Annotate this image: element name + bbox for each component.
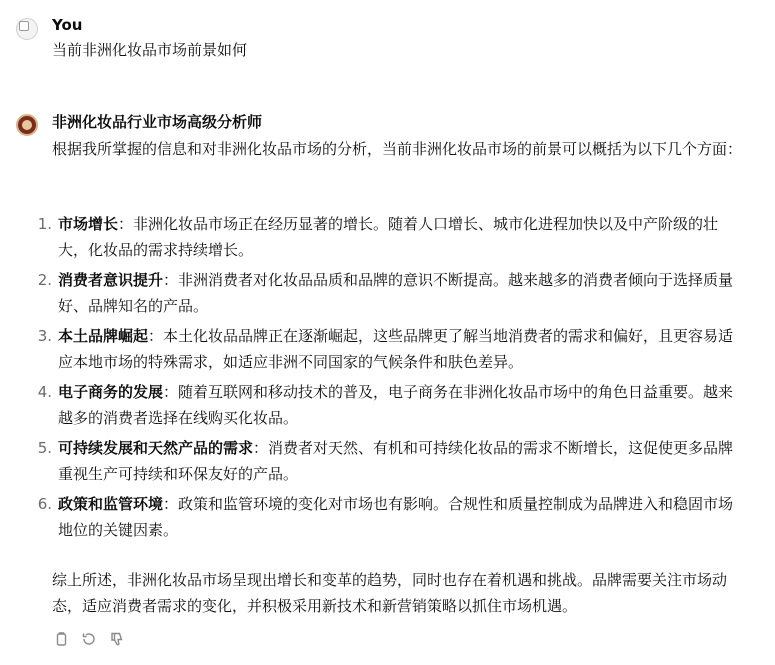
list-item-number: 6. [37,495,52,513]
list-item-title: 政策和监管环境 [58,495,164,513]
list-item [30,379,747,431]
list-item-title: 消费者意识提升 [58,271,164,289]
user-author-name: You [52,16,83,34]
list-item-text: 非洲化妆品市场正在经历显著的增长。随着人口增长、城市化进程加快以及中产阶级的壮大，化妆品的需求持续增长。 [58,215,719,259]
list-item-title: 市场增长 [58,215,119,233]
copy-button[interactable] [52,630,70,648]
thumbs-down-button[interactable] [108,630,126,648]
list-item-separator: ： [118,215,134,233]
list-item-number: 2. [37,271,52,289]
list-item-text: 随着互联网和移动技术的普及，电子商务在非洲化妆品市场中的角色日益重要。越来越多的消费者选择在线购买化妆品。 [58,383,734,427]
regenerate-button[interactable] [80,630,98,648]
analysis-points-list [30,211,747,547]
list-item [30,435,747,487]
message-actions [52,630,126,648]
list-item-number: 5. [37,439,52,457]
list-item [30,267,747,319]
user-avatar [16,18,38,40]
user-message-text: 当前非洲化妆品市场前景如何 [52,41,248,59]
list-item-separator: ： [163,271,179,289]
assistant-author-name: 非洲化妆品行业市场高级分析师 [52,113,263,131]
list-item-title: 可持续发展和天然产品的需求 [58,439,254,457]
list-item-title: 本土品牌崛起 [58,327,149,345]
thumbs-down-icon [109,631,125,647]
list-item-number: 3. [37,327,52,345]
list-item-separator: ： [253,439,269,457]
assistant-intro-text: 根据我所掌握的信息和对非洲化妆品市场的分析，当前非洲化妆品市场的前景可以概括为以下几个方面： [52,140,743,158]
list-item-separator: ： [163,495,179,513]
list-item-separator: ： [148,327,164,345]
list-item-text: 政策和监管环境的变化对市场也有影响。合规性和质量控制成为品牌进入和稳固市场地位的关键因素。 [58,495,734,539]
list-item-title: 电子商务的发展 [58,383,164,401]
list-item-text: 本土化妆品品牌正在逐渐崛起，这些品牌更了解当地消费者的需求和偏好，且更容易适应本地市场的特殊需求，如适应非洲不同国家的气候条件和肤色差异。 [58,327,734,371]
list-item [30,323,747,375]
list-item-text: 消费者对天然、有机和可持续化妆品的需求不断增长，这促使更多品牌重视生产可持续和环保友好的产品。 [58,439,734,483]
copy-icon [53,631,69,647]
assistant-avatar [16,114,38,136]
regenerate-icon [81,631,97,647]
assistant-conclusion-text: 综上所述，非洲化妆品市场呈现出增长和变革的趋势，同时也存在着机遇和挑战。品牌需要关注市场动态，适应消费者需求的变化，并积极采用新技术和新营销策略以抓住市场机遇。 [52,571,728,615]
list-item-number: 1. [37,215,52,233]
list-item [30,211,747,263]
list-item-separator: ： [163,383,179,401]
list-item [30,491,747,543]
list-item-text: 非洲消费者对化妆品品质和品牌的意识不断提高。越来越多的消费者倾向于选择质量好、品牌知名的产品。 [58,271,734,315]
list-item-number: 4. [37,383,52,401]
